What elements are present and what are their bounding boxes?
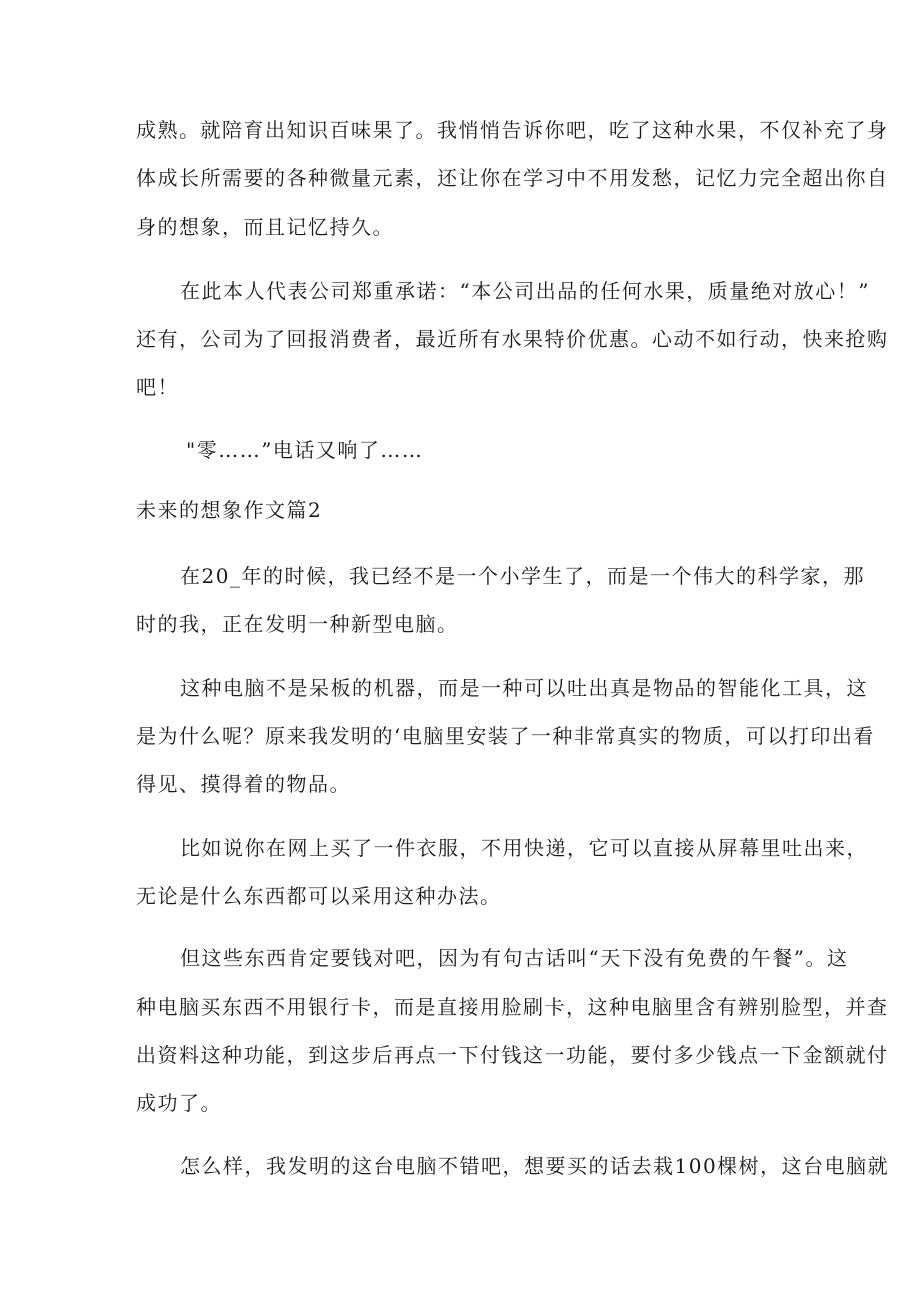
text-line: 成熟。就陪育出知识百味果了。我悄悄告诉你吧，吃了这种水果，不仅补充了身 [136,118,889,142]
text-line: 比如说你在网上买了一件衣服，不用快递，它可以直接从屏幕里吐出来， [180,836,868,860]
text-line: 种电脑买东西不用银行卡，而是直接用脸刷卡，这种电脑里含有辨别脸型，并查 [136,995,889,1019]
text-line: 吧！ [136,375,179,399]
text-line: 身的想象，而且记忆持久。 [136,215,394,239]
text-line: 是为什么呢？原来我发明的‘电脑里安装了一种非常真实的物质，可以打印出看 [136,724,875,748]
text-line: 时的我，正在发明一种新型电脑。 [136,612,459,636]
text-line: 体成长所需要的各种微量元素，还让你在学习中不用发愁，记忆力完全超出你自 [136,166,889,190]
text-line: 在此本人代表公司郑重承诺：“本公司出品的任何水果，质量绝对放心！” [180,279,870,303]
text-line: 得见、摸得着的物品。 [136,772,351,796]
text-line: 无论是什么东西都可以采用这种办法。 [136,884,502,908]
text-line: 成功了。 [136,1091,222,1115]
text-line: 但这些东西肯定要钱对吧，因为有句古话叫“天下没有免费的午餐”。这 [180,946,849,970]
text-line: 怎么样，我发明的这台电脑不错吧，想要买的话去栽100棵树，这台电脑就 [180,1154,890,1178]
text-line: 还有，公司为了回报消费者，最近所有水果特价优惠。心动不如行动，快来抢购 [136,327,889,351]
text-line: 这种电脑不是呆板的机器，而是一种可以吐出真是物品的智能化工具，这 [180,676,868,700]
text-line: "零……”电话又响了…… [186,438,424,462]
text-line: 出资料这种功能，到这步后再点一下付钱这一功能，要付多少钱点一下金额就付 [136,1043,889,1067]
section-heading: 未来的想象作文篇2 [136,498,323,522]
text-line: 在20_年的时候，我已经不是一个小学生了，而是一个伟大的科学家，那 [180,564,865,588]
